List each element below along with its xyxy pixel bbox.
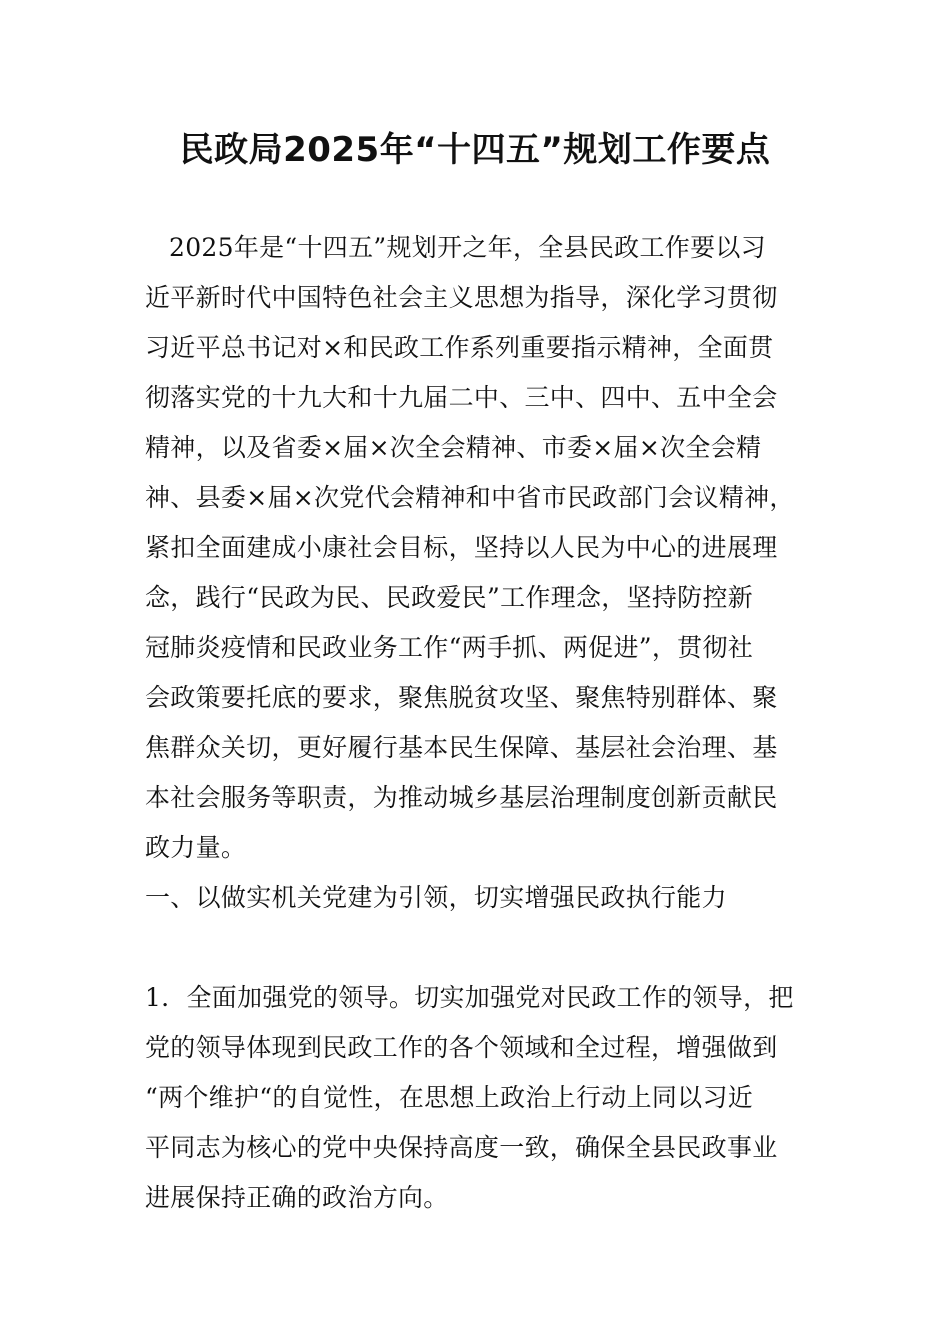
intro-line: 冠肺炎疫情和民政业务工作“两手抓、两促进”，贯彻社 xyxy=(145,633,754,662)
document-title: 民政局2025年“十四五”规划工作要点 xyxy=(179,130,771,170)
intro-line: 精神，以及省委×届×次全会精神、市委×届×次全会精 xyxy=(145,433,762,462)
item-line: 党的领导体现到民政工作的各个领域和全过程，增强做到 xyxy=(145,1033,778,1062)
item-line: 1．全面加强党的领导。切实加强党对民政工作的领导，把 xyxy=(145,983,794,1012)
intro-line: 本社会服务等职责，为推动城乡基层治理制度创新贡献民 xyxy=(145,783,778,812)
intro-line: 念，践行“民政为民、民政爱民”工作理念，坚持防控新 xyxy=(145,583,754,612)
intro-line: 近平新时代中国特色社会主义思想为指导，深化学习贯彻 xyxy=(145,283,778,312)
intro-line: 习近平总书记对×和民政工作系列重要指示精神，全面贯 xyxy=(145,333,774,362)
intro-line: 神、县委×届×次党代会精神和中省市民政部门会议精神， xyxy=(145,483,795,512)
intro-line: 政力量。 xyxy=(145,833,247,862)
intro-line: 2025年是“十四五”规划开之年，全县民政工作要以习 xyxy=(169,233,766,262)
intro-line: 紧扣全面建成小康社会目标，坚持以人民为中心的进展理 xyxy=(145,533,778,562)
item-line: 进展保持正确的政治方向。 xyxy=(145,1183,449,1212)
intro-line: 焦群众关切，更好履行基本民生保障、基层社会治理、基 xyxy=(145,733,778,762)
section-heading: 一、以做实机关党建为引领，切实增强民政执行能力 xyxy=(145,883,727,912)
item-line: 平同志为核心的党中央保持高度一致，确保全县民政事业 xyxy=(145,1133,778,1162)
item-line: “两个维护“的自觉性，在思想上政治上行动上同以习近 xyxy=(145,1083,754,1112)
intro-line: 会政策要托底的要求，聚焦脱贫攻坚、聚焦特别群体、聚 xyxy=(145,683,778,712)
intro-line: 彻落实党的十九大和十九届二中、三中、四中、五中全会 xyxy=(145,383,778,412)
